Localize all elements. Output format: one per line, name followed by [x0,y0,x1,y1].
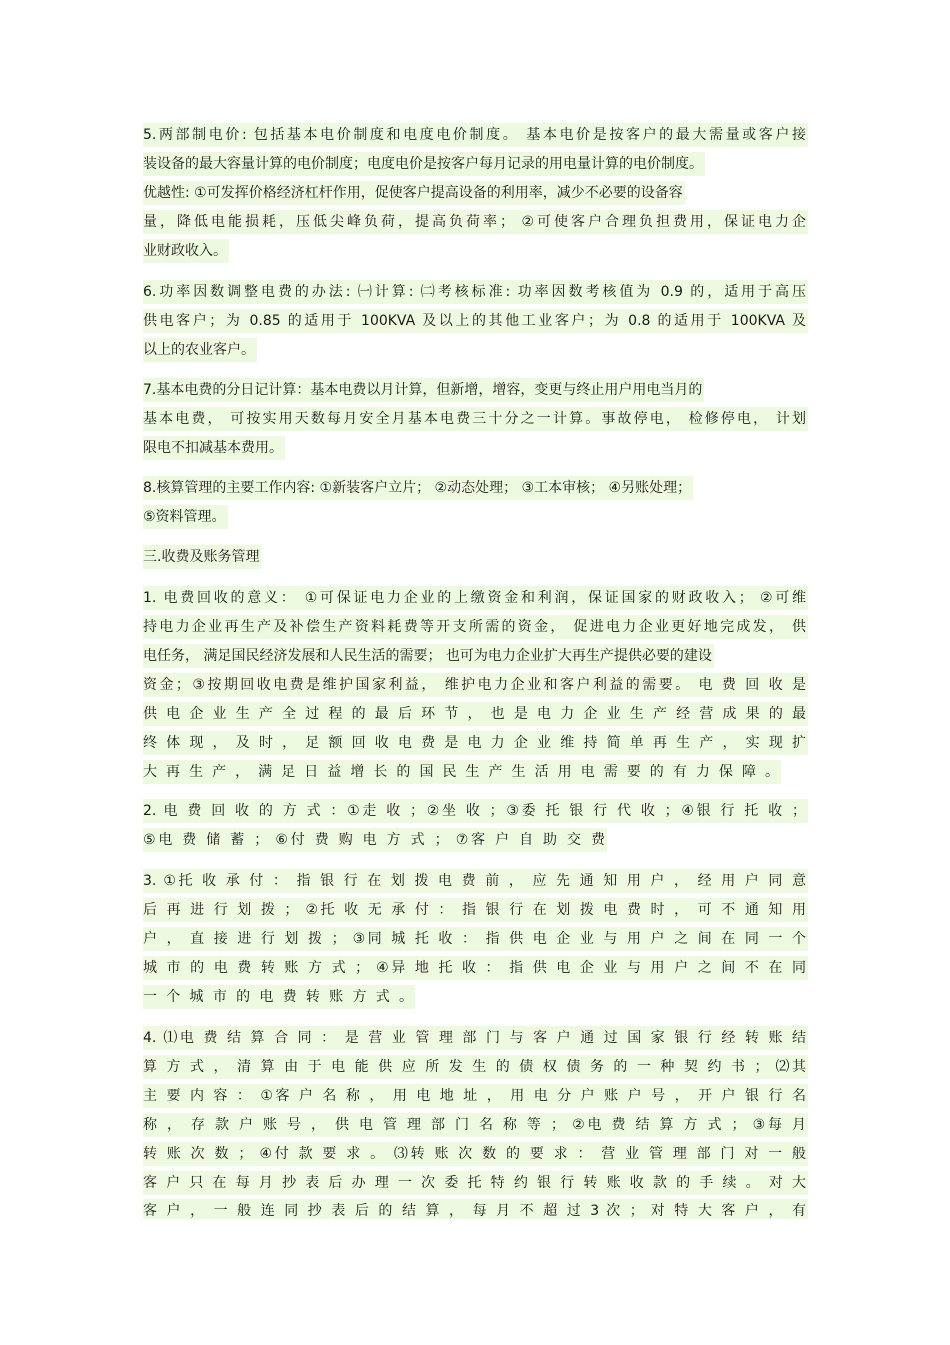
text-line: 转 账 次 数 ； ④付 款 要 求 。 ⑶转 账 次 数 的 要 求 ： 营 业 管 理 部 门 对 一 般 [143,1142,808,1166]
text-line: ⑤电 费 储 蓄 ； ⑥付 费 购 电 方 式 ； ⑦客 户 自 助 交 费 [143,828,607,852]
section-heading: 三.收费及账务管理 [143,545,261,569]
text-line: 资金；③按期回收电费是维护国家利益， 维护电力企业和客户利益的需要。 电 费 回 收 是 [143,673,808,697]
text-line: 3. ①托 收 承 付 ： 指 银 行 在 划 拨 电 费 前 ， 应 先 通 知 用 户 ， 经 用 户 同 意 [143,869,808,893]
text-line: 5.两部制电价: 包括基本电价制度和电度电价制度。 基本电价是按客户的最大需量或客户接 [143,123,808,147]
text-line: 户 ， 直 接 进 行 划 拨 ； ③同 城 托 收 ： 指 供 电 企 业 与 用 户 之 间 在 同 一 个 [143,927,808,951]
text-line: 客 户 只 在 每 月 抄 表 后 办 理 一 次 委 托 特 约 银 行 转 账 收 款 的 手 续 。 对 大 [143,1171,808,1195]
text-line: 7.基本电费的分日记计算：基本电费以月计算，但新增，增容，变更与终止用户用电当月的 [143,378,704,402]
text-line: 8.核算管理的主要工作内容: ①新装客户立片； ②动态处理； ③工本审核； ④另账处理； [143,476,693,500]
text-line: 一 个 城 市 的 电 费 转 账 方 式 。 [143,985,415,1009]
text-line: 持电力企业再生产及补偿生产资料耗费等开支所需的资金， 促进电力企业更好地完成发， 供 [143,615,808,639]
text-line: ⑤资料管理。 [143,505,228,529]
text-line: 装设备的最大容量计算的电价制度；电度电价是按客户每月记录的用电量计算的电价制度。 [143,152,705,176]
text-line: 大 再 生 产 ， 满 足 日 益 增 长 的 国 民 生 产 生 活 用 电 需 要 的 有 力 保 障 。 [143,760,781,784]
text-line: 1. 电费回收的意义： ①可保证电力企业的上缴资金和利润，保证国家的财政收入； ②可维 [143,586,808,610]
text-line: 城 市 的 电 费 转 账 方 式 ； ④异 地 托 收 ： 指 供 电 企 业 与 用 户 之 间 不 在 同 [143,956,808,980]
text-line: 供 电 企 业 生 产 全 过 程 的 最 后 环 节 ， 也 是 电 力 企 业 生 产 经 营 成 果 的 最 [143,702,808,726]
text-line: 4. ⑴电 费 结 算 合 同 ： 是 营 业 管 理 部 门 与 客 户 通 过 国 家 银 行 经 转 账 结 [143,1026,808,1050]
text-line: 业财政收入。 [143,239,229,263]
text-line: 优越性: ①可发挥价格经济杠杆作用，促使客户提高设备的利用率，减少不必要的设备容 [143,181,685,205]
text-line: 算 方 式 ， 清 算 由 于 电 能 供 应 所 发 生 的 债 权 债 务 的 一 种 契 约 书 ； ⑵其 [143,1055,808,1079]
text-line: 电任务， 满足国民经济发展和人民生活的需要； 也可为电力企业扩大再生产提供必要的建设 [143,644,714,668]
text-line: 以上的农业客户。 [143,338,257,362]
text-line: 后 再 进 行 划 拨 ； ②托 收 无 承 付 ： 指 银 行 在 划 拨 电 费 时 ， 可 不 通 知 用 [143,898,808,922]
text-line: 称 ， 存 款 户 账 号 ， 供 电 管 理 部 门 名 称 等 ； ②电 费 结 算 方 式 ； ③每 月 [143,1113,808,1137]
text-line: 供电客户；为 0.85 的适用于 100KVA 及以上的其他工业客户；为 0.8 的适用于 100KVA 及 [143,309,808,333]
text-line: 6.功率因数调整电费的办法: ㈠计算: ㈡考核标准: 功率因数考核值为 0.9 的，适用于高压 [143,280,808,304]
text-line: 主 要 内 容 ： ①客 户 名 称 ， 用 电 地 址 ， 用 电 分 户 账 户 号 ， 开 户 银 行 名 [143,1084,808,1108]
text-line: 基本电费， 可按实用天数每月安全月基本电费三十分之一计算。事故停电， 检修停电， 计划 [143,407,808,431]
text-line: 2. 电 费 回 收 的 方 式 ：①走 收 ；②坐 收 ；③委 托 银 行 代 收 ；④银 行 托 收 ； [143,799,808,823]
text-line: 终 体 现 ， 及 时 ， 足 额 回 收 电 费 是 电 力 企 业 维 持 简 单 再 生 产 ， 实 现 扩 [143,731,808,755]
text-line: 客 户 ， 一 般 连 同 抄 表 后 的 结 算 ， 每 月 不 超 过 3 次 ； 对 特 大 客 户 ， 有 [143,1199,808,1219]
text-line: 限电不扣减基本费用。 [143,436,285,460]
text-line: 量，降低电能损耗，压低尖峰负荷，提高负荷率； ②可使客户合理负担费用，保证电力企 [143,210,808,234]
